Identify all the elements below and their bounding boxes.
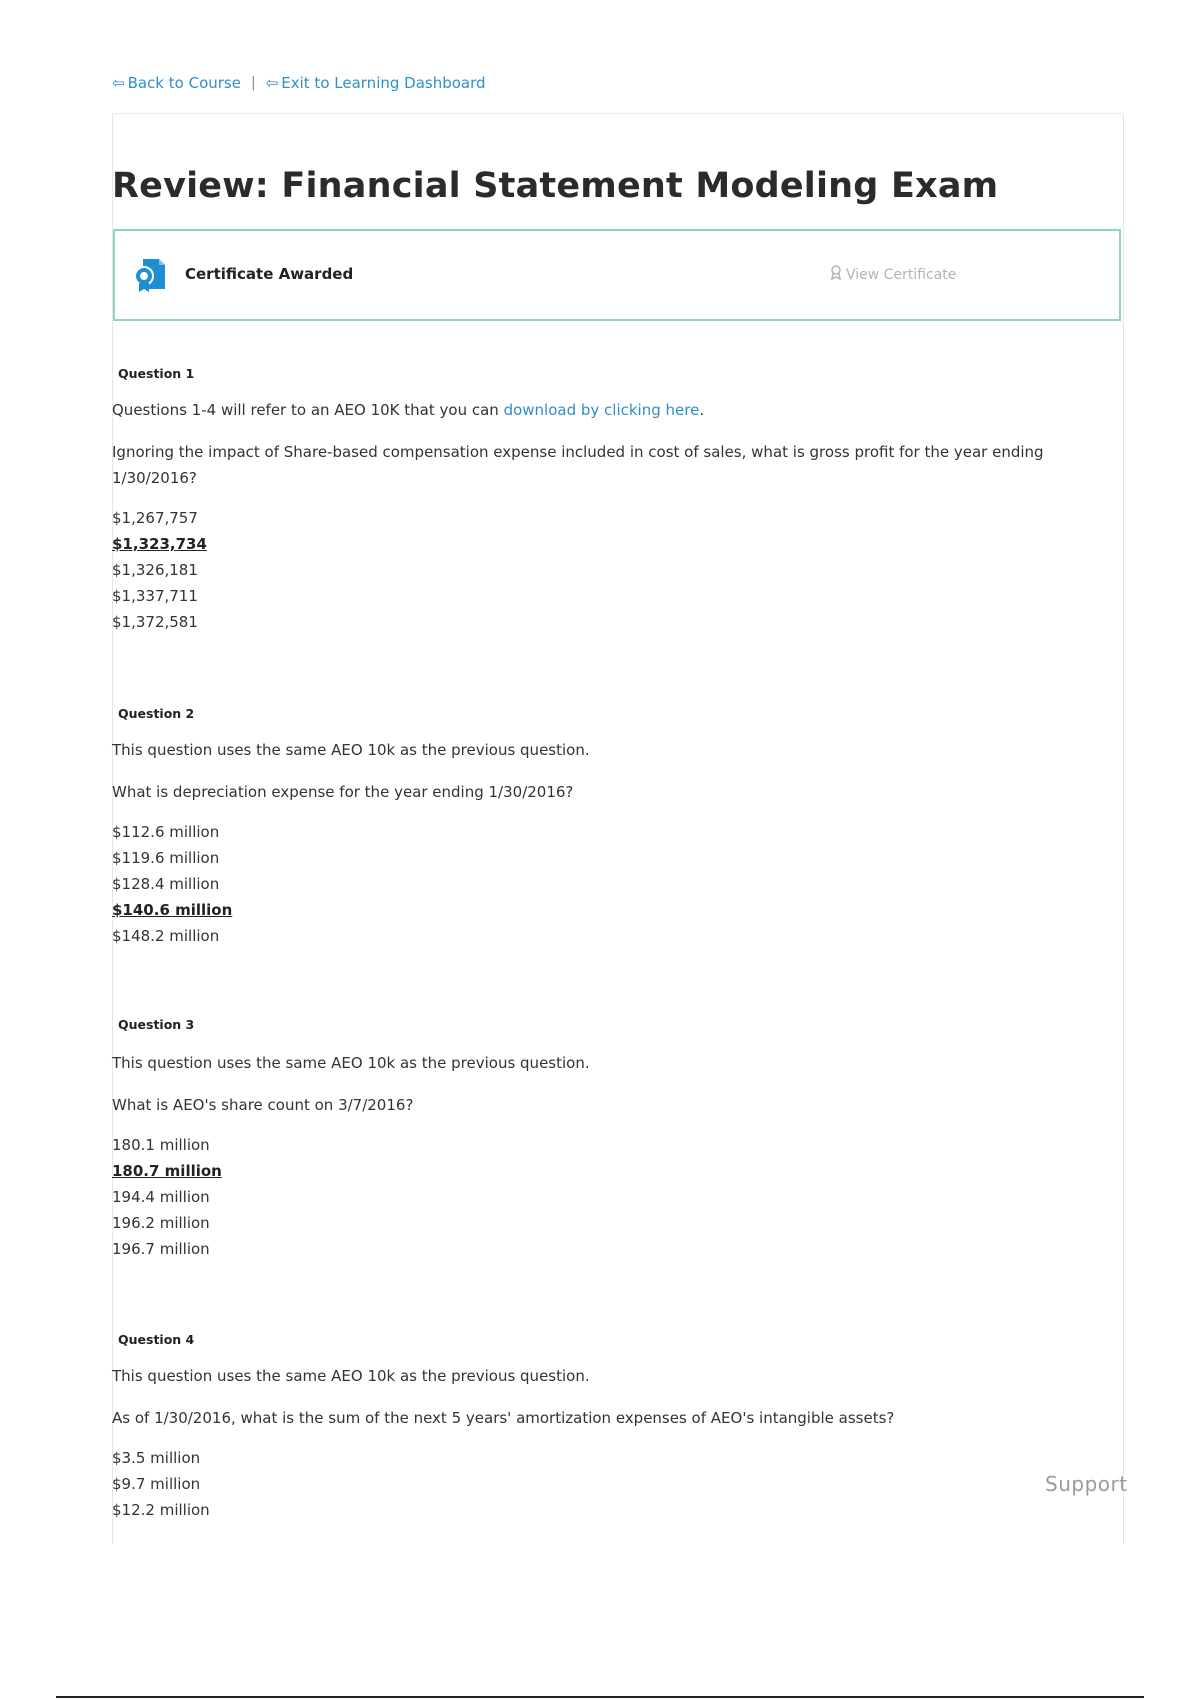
question-block: [112, 1332, 1112, 1523]
answer-list: [112, 1132, 1112, 1262]
question-label: Question 4: [118, 1332, 195, 1347]
answer-option: $1,326,181: [112, 561, 198, 579]
back-to-course-link[interactable]: [112, 74, 241, 92]
answer-list: [112, 505, 1112, 635]
question-intro: This question uses the same AEO 10k as the previous question.: [112, 741, 590, 759]
view-certificate-label: View Certificate: [846, 266, 957, 283]
answer-option: 194.4 million: [112, 1188, 210, 1206]
question-block: [112, 366, 1112, 635]
answer-option-correct: $1,323,734: [112, 535, 207, 553]
question-intro-text: Questions 1-4 will refer to an AEO 10K that you can: [112, 401, 504, 419]
answer-option: $119.6 million: [112, 849, 220, 867]
answer-list: [112, 819, 1112, 949]
answer-option: $1,372,581: [112, 613, 198, 631]
certificate-awarded-label: Certificate Awarded: [185, 265, 354, 283]
exit-arrow-icon: ⇦: [265, 74, 279, 92]
question-label: Question 1: [118, 366, 195, 381]
question-label: Question 2: [118, 706, 195, 721]
answer-option: $1,267,757: [112, 509, 198, 527]
question-text: What is depreciation expense for the year ending 1/30/2016?: [112, 783, 574, 801]
exit-to-dashboard-link[interactable]: [266, 74, 486, 92]
download-link[interactable]: download by clicking here: [503, 401, 700, 419]
question-text: What is AEO's share count on 3/7/2016?: [112, 1096, 414, 1114]
question-intro: [112, 397, 1112, 423]
back-to-course-label: Back to Course: [127, 74, 241, 92]
question-text: As of 1/30/2016, what is the sum of the next 5 years' amortization expenses of AEO's intangible assets?: [112, 1409, 895, 1427]
answer-option: $128.4 million: [112, 875, 220, 893]
question-intro: This question uses the same AEO 10k as the previous question.: [112, 1054, 590, 1072]
page-title: Review: Financial Statement Modeling Exam: [112, 166, 999, 206]
support-button[interactable]: Support: [1045, 1472, 1128, 1496]
answer-list: [112, 1445, 1112, 1523]
answer-option-correct: 180.7 million: [112, 1162, 222, 1180]
view-certificate-link[interactable]: [830, 265, 956, 284]
certificate-icon: [133, 257, 167, 293]
certificate-banner: [113, 229, 1121, 321]
answer-option: $112.6 million: [112, 823, 220, 841]
exit-arrow-icon: ⇦: [112, 74, 125, 92]
nav-separator: |: [250, 75, 256, 91]
question-intro: This question uses the same AEO 10k as the previous question.: [112, 1367, 590, 1385]
question-block: [112, 706, 1112, 949]
top-navigation: [112, 74, 486, 92]
answer-option-correct: $140.6 million: [112, 901, 233, 919]
ribbon-icon: [830, 265, 842, 284]
exit-to-dashboard-label: Exit to Learning Dashboard: [281, 74, 486, 92]
answer-option: 196.7 million: [112, 1240, 210, 1258]
answer-option: $1,337,711: [112, 587, 198, 605]
answer-option: $12.2 million: [112, 1501, 210, 1519]
question-intro-end: .: [699, 401, 705, 419]
answer-option: $3.5 million: [112, 1449, 201, 1467]
answer-option: $148.2 million: [112, 927, 220, 945]
question-label: Question 3: [118, 1017, 195, 1032]
answer-option: $9.7 million: [112, 1475, 201, 1493]
answer-option: 196.2 million: [112, 1214, 210, 1232]
answer-option: 180.1 million: [112, 1136, 210, 1154]
question-text: Ignoring the impact of Share-based compensation expense included in cost of sales, what is gross profit for the year ending 1/30/2016?: [112, 443, 1044, 487]
footer-divider: [56, 1696, 1144, 1698]
question-block: [112, 1017, 1112, 1262]
